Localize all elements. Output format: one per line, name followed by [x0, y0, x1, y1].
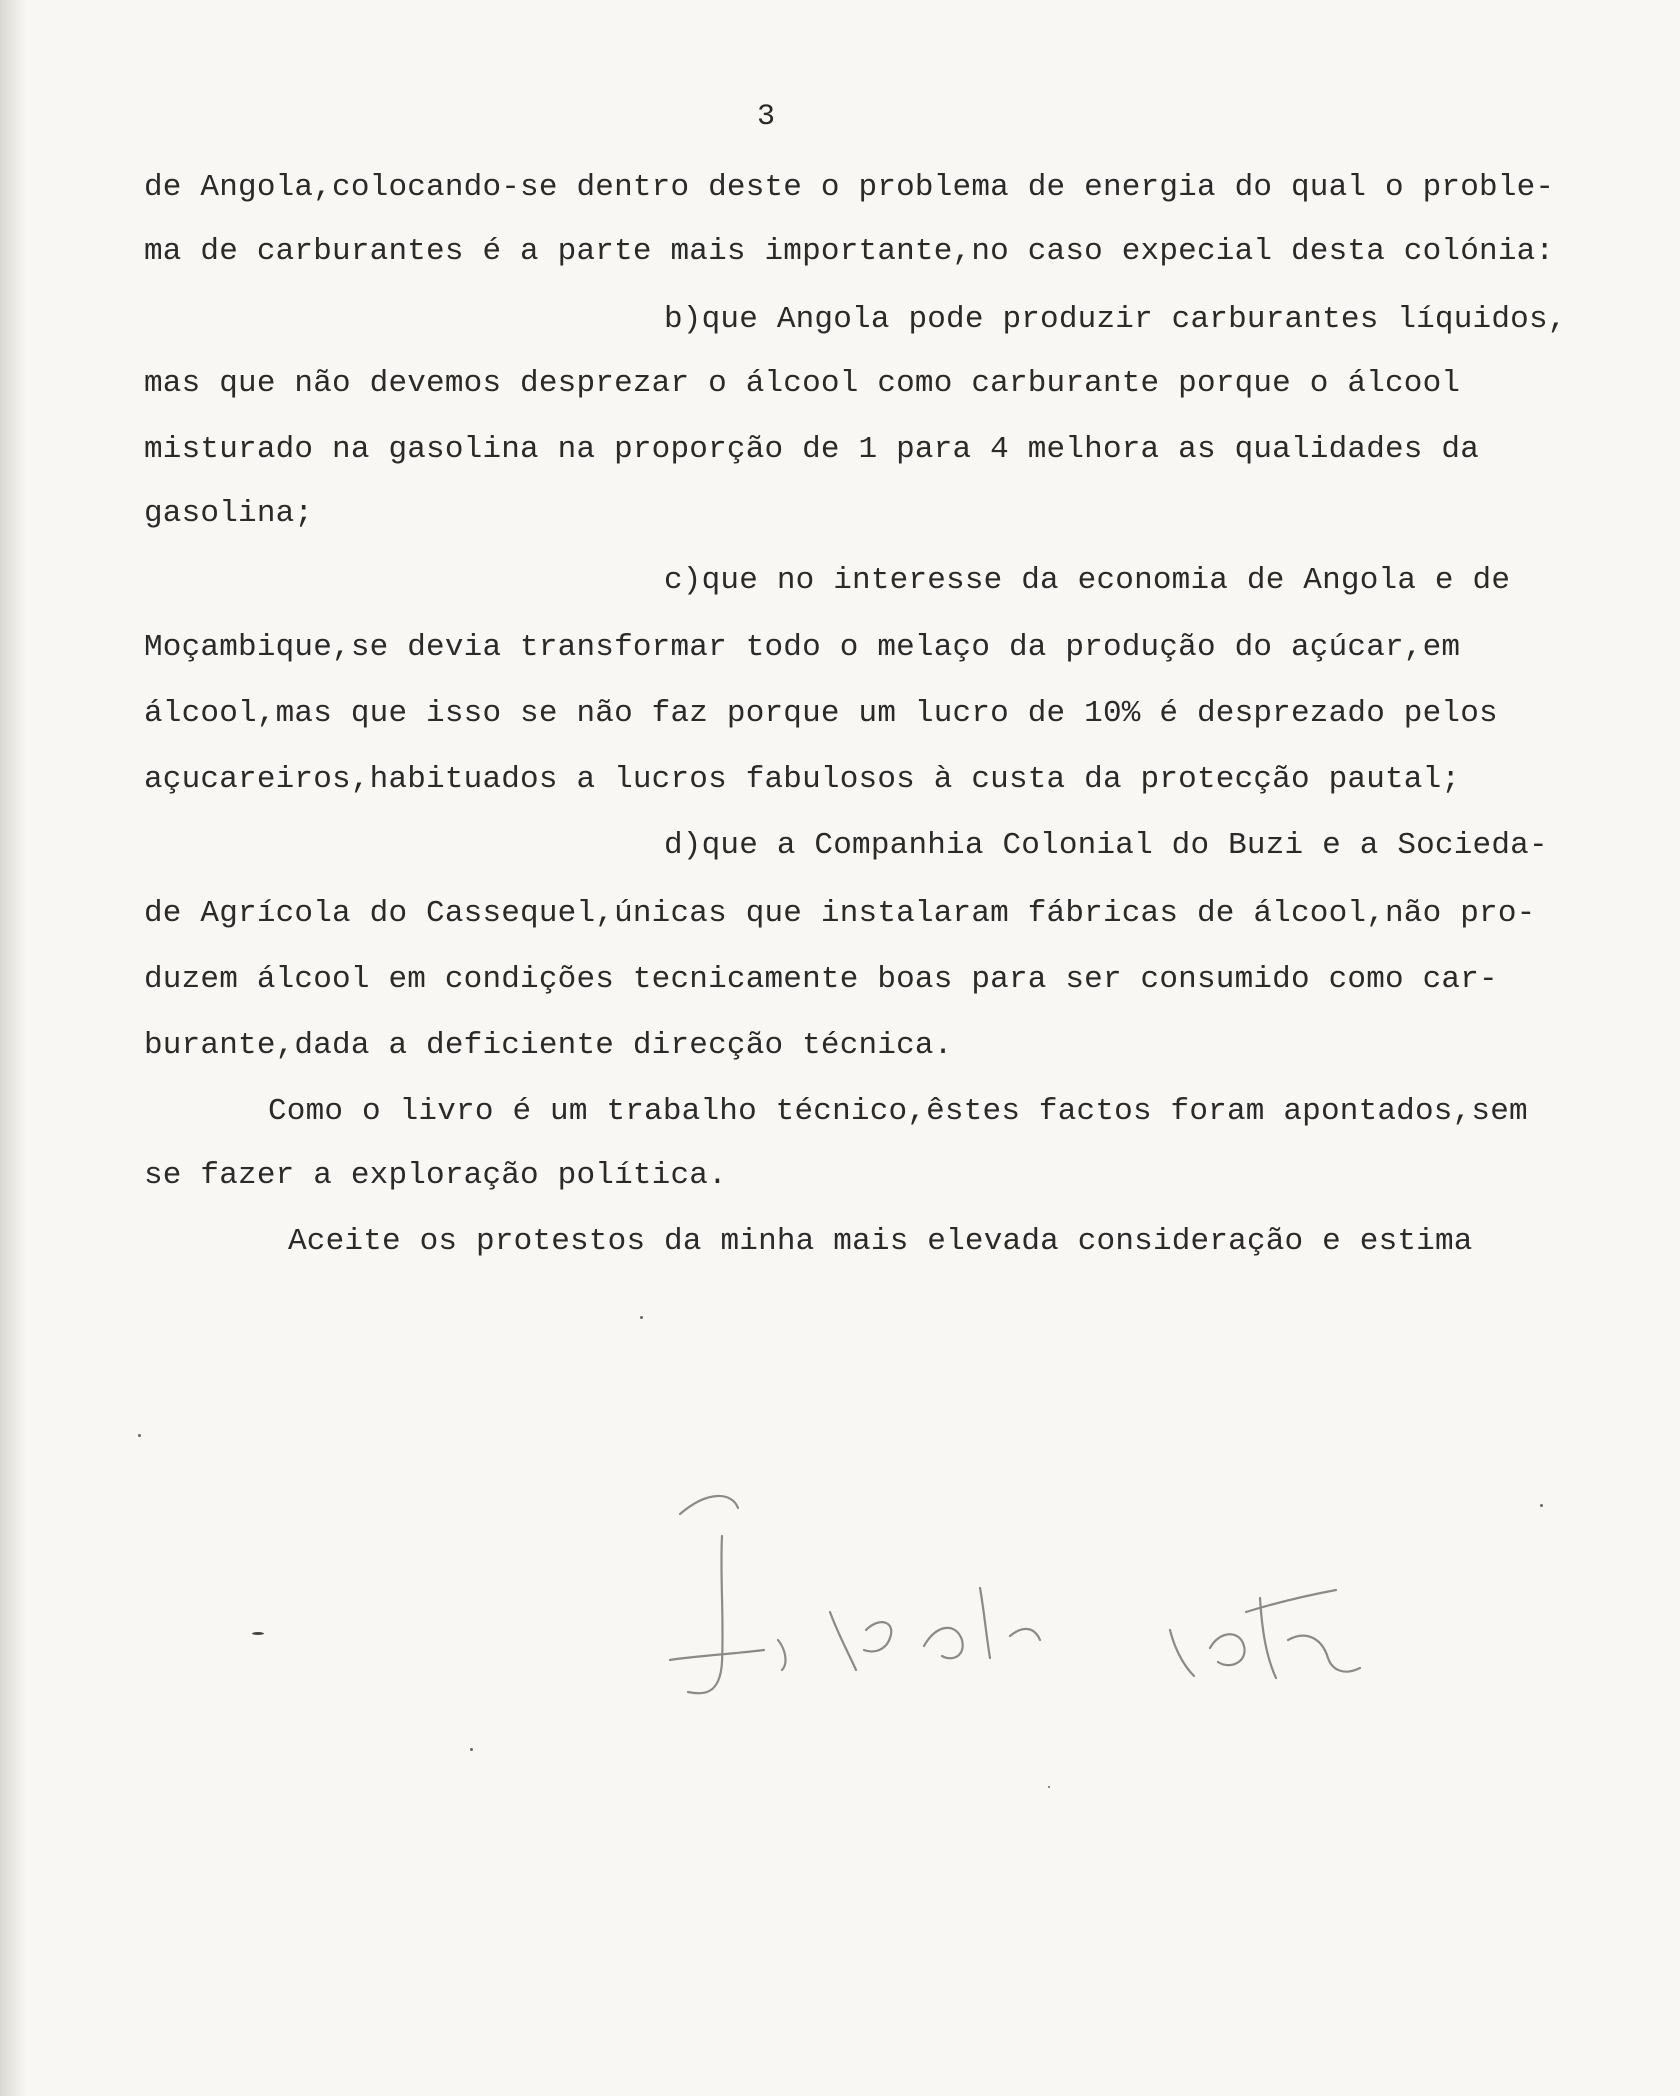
- text-line: misturado na gasolina na proporção de 1 para 4 melhora as qualidades da: [144, 432, 1480, 467]
- text-line: de Angola,colocando-se dentro deste o problema de energia do qual o proble-: [144, 170, 1555, 205]
- text-line: mas que não devemos desprezar o álcool como carburante porque o álcool: [144, 366, 1461, 401]
- scan-speck: [252, 1632, 264, 1635]
- handwritten-signature: [660, 1480, 1380, 1730]
- page-number: 3: [757, 100, 776, 134]
- text-line: c)que no interesse da economia de Angola e de: [664, 563, 1511, 598]
- scan-speck: [138, 1434, 141, 1437]
- text-line: ma de carburantes é a parte mais importante,no caso expecial desta colónia:: [144, 234, 1555, 269]
- scan-speck: [1048, 1786, 1050, 1788]
- text-line: se fazer a exploração política.: [144, 1158, 727, 1193]
- text-line: gasolina;: [144, 496, 314, 531]
- text-line: Aceite os protestos da minha mais elevada consideração e estima: [288, 1224, 1473, 1259]
- text-line: d)que a Companhia Colonial do Buzi e a Socieda-: [664, 828, 1548, 863]
- scan-edge-shadow: [0, 0, 26, 2096]
- scan-speck: [1540, 1504, 1543, 1507]
- scan-speck: [470, 1748, 473, 1751]
- text-line: duzem álcool em condições tecnicamente boas para ser consumido como car-: [144, 962, 1498, 997]
- text-line: álcool,mas que isso se não faz porque um lucro de 10% é desprezado pelos: [144, 696, 1498, 731]
- text-line: Moçambique,se devia transformar todo o melaço da produção do açúcar,em: [144, 630, 1461, 665]
- text-line: Como o livro é um trabalho técnico,êstes factos foram apontados,sem: [268, 1094, 1528, 1129]
- text-line: burante,dada a deficiente direcção técnica.: [144, 1028, 953, 1063]
- scan-speck: [640, 1316, 643, 1319]
- text-line: açucareiros,habituados a lucros fabulosos à custa da protecção pautal;: [144, 762, 1461, 797]
- text-line: de Agrícola do Cassequel,únicas que instalaram fábricas de álcool,não pro-: [144, 896, 1536, 931]
- text-line: b)que Angola pode produzir carburantes líquidos,: [664, 302, 1567, 337]
